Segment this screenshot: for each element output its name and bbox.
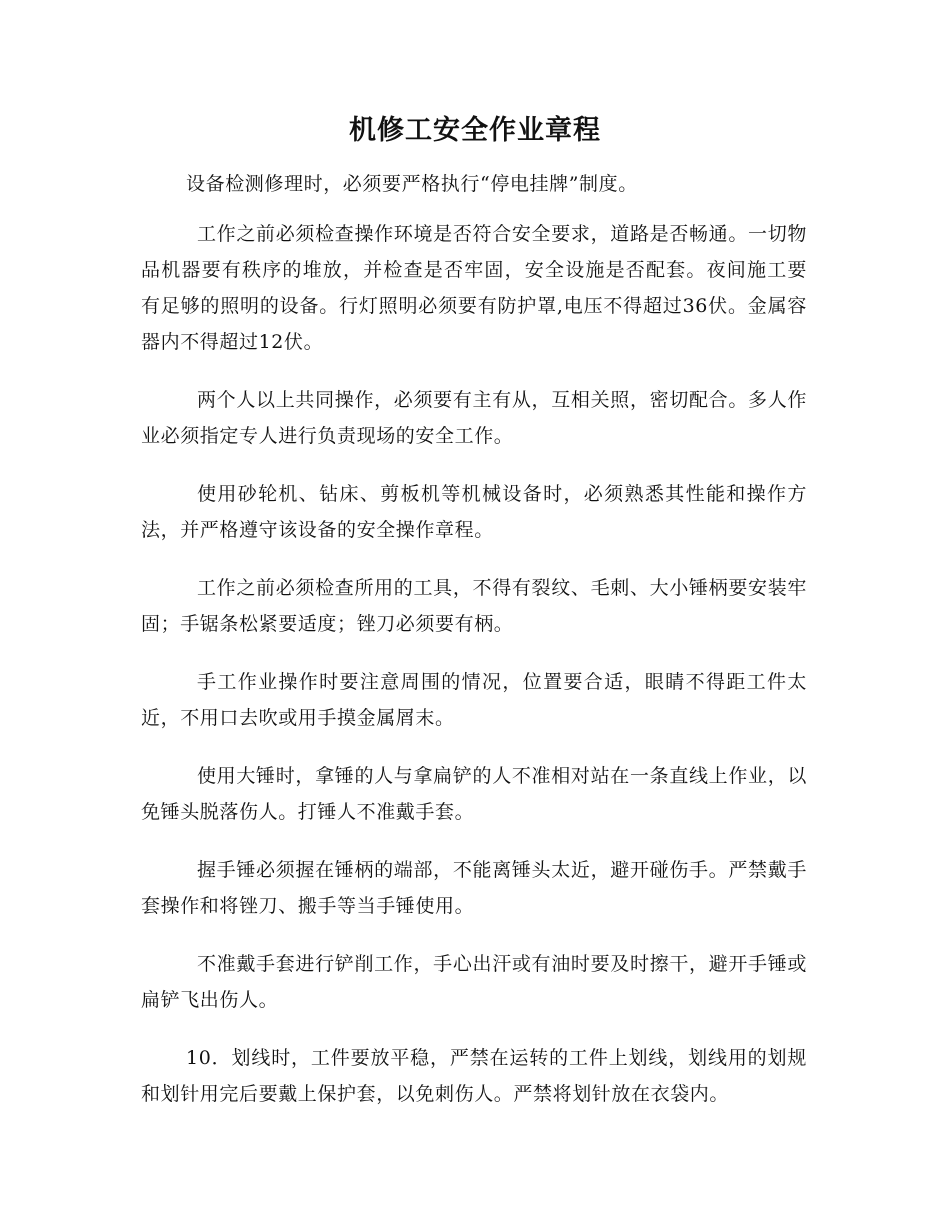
paragraph-3: 两个人以上共同操作，必须要有主有从，互相关照，密切配合。多人作业必须指定专人进行负责现场的安全工作。 — [141, 389, 807, 447]
paragraph-10: 10．划线时，工件要放平稳，严禁在运转的工件上划线，划线用的划规和划针用完后要戴上保护套，以免刺伤人。严禁将划针放在衣袋内。 — [141, 1047, 807, 1105]
paragraph-5: 工作之前必须检查所用的工具，不得有裂纹、毛刺、大小锤柄要安装牢固；手锯条松紧要适度；锉刀必须要有柄。 — [141, 577, 807, 635]
paragraph-1: 设备检测修理时，必须要严格执行“停电挂牌”制度。 — [186, 173, 638, 195]
paragraph-8: 握手锤必须握在锤柄的端部，不能离锤头太近，避开碰伤手。严禁戴手套操作和将锉刀、搬手等当手锤使用。 — [141, 859, 807, 917]
paragraph-6: 手工作业操作时要注意周围的情况，位置要合适，眼睛不得距工件太近，不用口去吹或用手摸金属屑末。 — [141, 671, 807, 729]
paragraph-2: 工作之前必须检查操作环境是否符合安全要求，道路是否畅通。一切物品机器要有秩序的堆放，并检查是否牢固，安全设施是否配套。夜间施工要有足够的照明的设备。行灯照明必须要有防护罩,电压不得超过36伏。金属容器内不得超过12伏。 — [141, 223, 807, 353]
document-title: 机修工安全作业章程 — [349, 115, 601, 146]
paragraph-9: 不准戴手套进行铲削工作，手心出汗或有油时要及时擦干，避开手锤或扁铲飞出伤人。 — [141, 953, 807, 1011]
paragraph-4: 使用砂轮机、钻床、剪板机等机械设备时，必须熟悉其性能和操作方法，并严格遵守该设备的安全操作章程。 — [141, 483, 807, 541]
paragraph-7: 使用大锤时，拿锤的人与拿扁铲的人不准相对站在一条直线上作业，以免锤头脱落伤人。打锤人不准戴手套。 — [141, 765, 807, 823]
document-body — [141, 166, 807, 1134]
